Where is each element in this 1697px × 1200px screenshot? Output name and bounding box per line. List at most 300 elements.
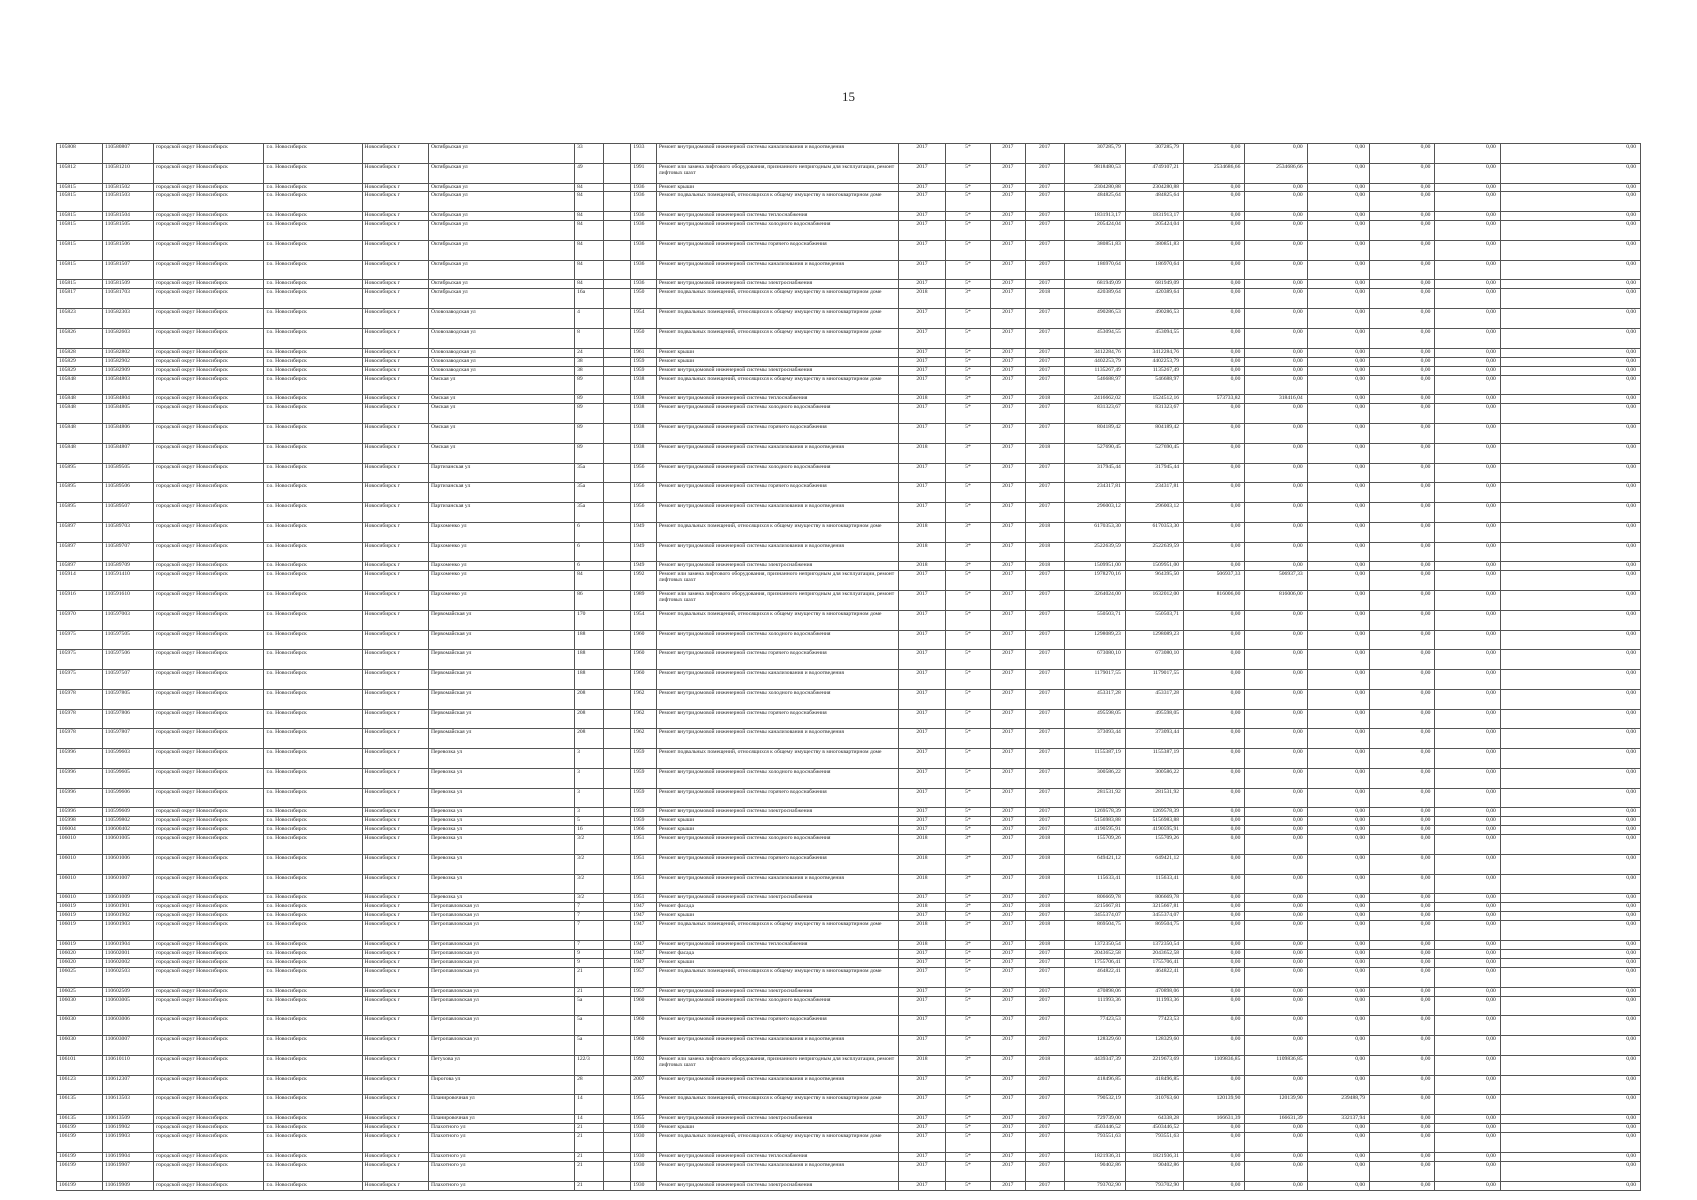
cell-cost-f: 0,00 <box>1435 912 1500 921</box>
table-row <box>57 894 1641 903</box>
cell-priority: 5* <box>946 212 991 221</box>
cell-work: Ремонт внутридомовой инженерной системы канализования и водоотведения <box>656 670 898 690</box>
cell-work: Ремонт или замена лифтового оборудования, признанного непригодным для эксплуатации, ремонт лифтовых шахт <box>656 163 898 183</box>
cell-letter <box>603 749 631 769</box>
cell-cost-b: 0,00 <box>1184 260 1245 280</box>
cell-cost-a: 1831913,17 <box>1125 212 1183 221</box>
cell-end-year: 2017 <box>1025 260 1064 280</box>
cell-cost-e: 0,00 <box>1370 1075 1435 1095</box>
table-row <box>57 996 1641 1016</box>
cell-plan-year: 2018 <box>899 874 946 894</box>
cell-year: 1936 <box>631 240 657 260</box>
cell-cost-a: 128329,60 <box>1125 1036 1183 1056</box>
cell-code: 110582902 <box>102 357 153 366</box>
cell-id: 105998 <box>57 817 103 826</box>
cell-priority: 3* <box>946 874 991 894</box>
cell-cost-a: 793702,90 <box>1125 1181 1183 1190</box>
cell-cost-d: 0,00 <box>1307 375 1369 395</box>
cell-cost-b: 0,00 <box>1184 443 1245 463</box>
cell-district: городской округ Новосибирск <box>154 921 264 941</box>
cell-cost-c: 0,00 <box>1245 967 1307 987</box>
table-row <box>57 912 1641 921</box>
cell-year: 1938 <box>631 404 657 424</box>
cell-cost-e: 0,00 <box>1370 503 1435 523</box>
cell-cost-f: 0,00 <box>1435 221 1500 241</box>
cell-id: 105848 <box>57 395 103 404</box>
cell-end-year: 2017 <box>1025 212 1064 221</box>
cell-year: 1936 <box>631 212 657 221</box>
cell-municipality: г.о. Новосибирск <box>264 610 362 630</box>
cell-city: Новосибирск г <box>362 1075 428 1095</box>
cell-cost-f: 0,00 <box>1435 689 1500 709</box>
cell-work: Ремонт внутридомовой инженерной системы горячего водоснабжения <box>656 854 898 874</box>
cell-work: Ремонт крыши <box>656 1124 898 1133</box>
cell-cost-b: 0,00 <box>1184 808 1245 817</box>
cell-code: 110581703 <box>102 289 153 309</box>
cell-code: 110581505 <box>102 221 153 241</box>
cell-start-year: 2017 <box>990 1095 1025 1115</box>
cell-plan-year: 2018 <box>899 562 946 571</box>
cell-cost-b: 0,00 <box>1184 328 1245 348</box>
cell-cost-d: 0,00 <box>1307 1152 1369 1161</box>
cell-municipality: г.о. Новосибирск <box>264 443 362 463</box>
cell-cost-g: 0,00 <box>1500 959 1640 968</box>
cell-plan-year: 2018 <box>899 903 946 912</box>
cell-city: Новосибирск г <box>362 941 428 950</box>
cell-year: 1992 <box>631 571 657 591</box>
cell-cost-c: 0,00 <box>1245 348 1307 357</box>
cell-municipality: г.о. Новосибирск <box>264 309 362 329</box>
cell-letter <box>603 1016 631 1036</box>
table-row <box>57 260 1641 280</box>
cell-cost-g: 0,00 <box>1500 424 1640 444</box>
cell-street: Петропавловская ул <box>428 967 574 987</box>
cell-district: городской округ Новосибирск <box>154 424 264 444</box>
cell-cost-total: 1509951,00 <box>1064 562 1125 571</box>
cell-code: 110584807 <box>102 443 153 463</box>
cell-plan-year: 2017 <box>899 144 946 164</box>
cell-cost-d: 0,00 <box>1307 562 1369 571</box>
cell-district: городской округ Новосибирск <box>154 670 264 690</box>
cell-cost-c: 0,00 <box>1245 280 1307 289</box>
cell-cost-d: 0,00 <box>1307 260 1369 280</box>
cell-letter <box>603 1133 631 1153</box>
cell-district: городской округ Новосибирск <box>154 959 264 968</box>
cell-house: 3 <box>575 808 604 817</box>
cell-cost-a: 4503446,52 <box>1125 1124 1183 1133</box>
cell-municipality: г.о. Новосибирск <box>264 874 362 894</box>
cell-street: Первомайская ул <box>428 729 574 749</box>
cell-cost-total: 155709,26 <box>1064 835 1125 855</box>
cell-street: Планировочная ул <box>428 1115 574 1124</box>
cell-priority: 5* <box>946 817 991 826</box>
cell-cost-f: 0,00 <box>1435 921 1500 941</box>
cell-cost-c: 0,00 <box>1245 729 1307 749</box>
cell-cost-b: 0,00 <box>1184 650 1245 670</box>
cell-cost-g: 0,00 <box>1500 950 1640 959</box>
cell-cost-g: 0,00 <box>1500 183 1640 192</box>
cell-work: Ремонт внутридомовой инженерной системы теплоснабжения <box>656 395 898 404</box>
cell-city: Новосибирск г <box>362 670 428 690</box>
cell-cost-g: 0,00 <box>1500 1181 1640 1190</box>
cell-cost-total: 3264024,00 <box>1064 591 1125 611</box>
cell-cost-f: 0,00 <box>1435 817 1500 826</box>
cell-city: Новосибирск г <box>362 163 428 183</box>
cell-house: 7 <box>575 921 604 941</box>
cell-priority: 5* <box>946 144 991 164</box>
cell-letter <box>603 240 631 260</box>
cell-priority: 5* <box>946 240 991 260</box>
cell-house: 86 <box>575 591 604 611</box>
cell-cost-d: 0,00 <box>1307 571 1369 591</box>
cell-district: городской округ Новосибирск <box>154 483 264 503</box>
cell-start-year: 2017 <box>990 817 1025 826</box>
cell-plan-year: 2017 <box>899 1152 946 1161</box>
table-row <box>57 144 1641 164</box>
cell-cost-d: 0,00 <box>1307 357 1369 366</box>
cell-cost-f: 0,00 <box>1435 894 1500 903</box>
cell-cost-f: 0,00 <box>1435 375 1500 395</box>
cell-city: Новосибирск г <box>362 1115 428 1124</box>
table-row <box>57 808 1641 817</box>
cell-year: 1930 <box>631 1133 657 1153</box>
cell-code: 110602002 <box>102 959 153 968</box>
cell-code: 110610110 <box>102 1055 153 1075</box>
cell-cost-total: 1269578,39 <box>1064 808 1125 817</box>
cell-cost-e: 0,00 <box>1370 610 1435 630</box>
cell-cost-d: 0,00 <box>1307 610 1369 630</box>
cell-cost-b: 0,00 <box>1184 894 1245 903</box>
cell-street: Первомайская ул <box>428 610 574 630</box>
cell-id: 105975 <box>57 630 103 650</box>
cell-house: 38 <box>575 357 604 366</box>
cell-street: Партизанская ул <box>428 463 574 483</box>
cell-id: 105815 <box>57 280 103 289</box>
cell-municipality: г.о. Новосибирск <box>264 483 362 503</box>
cell-cost-f: 0,00 <box>1435 709 1500 729</box>
cell-cost-c: 0,00 <box>1245 309 1307 329</box>
cell-district: городской округ Новосибирск <box>154 1095 264 1115</box>
cell-code: 110599605 <box>102 768 153 788</box>
cell-street: Оловозаводская ул <box>428 366 574 375</box>
cell-cost-total: 490286,53 <box>1064 309 1125 329</box>
cell-cost-b: 0,00 <box>1184 967 1245 987</box>
cell-city: Новосибирск г <box>362 212 428 221</box>
cell-priority: 5* <box>946 1161 991 1181</box>
cell-id: 106135 <box>57 1095 103 1115</box>
cell-priority: 5* <box>946 670 991 690</box>
cell-cost-c: 0,00 <box>1245 941 1307 950</box>
cell-work: Ремонт внутридомовой инженерной системы холодного водоснабжения <box>656 835 898 855</box>
cell-municipality: г.о. Новосибирск <box>264 562 362 571</box>
cell-cost-e: 0,00 <box>1370 709 1435 729</box>
cell-priority: 5* <box>946 1124 991 1133</box>
cell-cost-g: 0,00 <box>1500 1075 1640 1095</box>
cell-cost-e: 0,00 <box>1370 959 1435 968</box>
cell-year: 1951 <box>631 854 657 874</box>
cell-cost-f: 0,00 <box>1435 348 1500 357</box>
cell-priority: 3* <box>946 835 991 855</box>
cell-priority: 3* <box>946 921 991 941</box>
cell-district: городской округ Новосибирск <box>154 562 264 571</box>
cell-cost-e: 0,00 <box>1370 424 1435 444</box>
cell-cost-c: 0,00 <box>1245 1036 1307 1056</box>
cell-end-year: 2017 <box>1025 610 1064 630</box>
cell-cost-a: 453317,28 <box>1125 689 1183 709</box>
cell-letter <box>603 212 631 221</box>
cell-municipality: г.о. Новосибирск <box>264 987 362 996</box>
cell-cost-e: 0,00 <box>1370 1016 1435 1036</box>
cell-code: 110589707 <box>102 542 153 562</box>
cell-district: городской округ Новосибирск <box>154 144 264 164</box>
cell-district: городской округ Новосибирск <box>154 650 264 670</box>
cell-plan-year: 2017 <box>899 1133 946 1153</box>
cell-priority: 5* <box>946 503 991 523</box>
cell-id: 106025 <box>57 987 103 996</box>
cell-start-year: 2017 <box>990 192 1025 212</box>
cell-house: 6 <box>575 522 604 542</box>
cell-cost-f: 0,00 <box>1435 854 1500 874</box>
cell-start-year: 2017 <box>990 874 1025 894</box>
cell-letter <box>603 1095 631 1115</box>
cell-end-year: 2017 <box>1025 1016 1064 1036</box>
cell-cost-a: 6170353,30 <box>1125 522 1183 542</box>
cell-letter <box>603 610 631 630</box>
cell-letter <box>603 542 631 562</box>
cell-cost-c: 0,00 <box>1245 788 1307 808</box>
table-row <box>57 768 1641 788</box>
cell-cost-d: 0,00 <box>1307 826 1369 835</box>
cell-municipality: г.о. Новосибирск <box>264 670 362 690</box>
cell-cost-f: 0,00 <box>1435 443 1500 463</box>
cell-municipality: г.о. Новосибирск <box>264 404 362 424</box>
cell-cost-a: 186970,64 <box>1125 260 1183 280</box>
cell-cost-f: 0,00 <box>1435 562 1500 571</box>
cell-cost-b: 0,00 <box>1184 689 1245 709</box>
cell-cost-f: 0,00 <box>1435 183 1500 192</box>
cell-id: 106019 <box>57 912 103 921</box>
cell-cost-c: 0,00 <box>1245 463 1307 483</box>
cell-cost-f: 0,00 <box>1435 1161 1500 1181</box>
cell-start-year: 2017 <box>990 749 1025 769</box>
cell-city: Новосибирск г <box>362 309 428 329</box>
cell-cost-f: 0,00 <box>1435 280 1500 289</box>
cell-priority: 3* <box>946 854 991 874</box>
cell-municipality: г.о. Новосибирск <box>264 950 362 959</box>
cell-code: 110581504 <box>102 212 153 221</box>
cell-end-year: 2017 <box>1025 650 1064 670</box>
cell-municipality: г.о. Новосибирск <box>264 768 362 788</box>
cell-id: 105996 <box>57 808 103 817</box>
cell-house: 7 <box>575 941 604 950</box>
cell-year: 1947 <box>631 950 657 959</box>
cell-cost-e: 0,00 <box>1370 650 1435 670</box>
cell-end-year: 2018 <box>1025 542 1064 562</box>
cell-plan-year: 2017 <box>899 1016 946 1036</box>
cell-cost-b: 2534686,66 <box>1184 163 1245 183</box>
cell-cost-a: 418496,85 <box>1125 1075 1183 1095</box>
cell-city: Новосибирск г <box>362 1036 428 1056</box>
cell-work: Ремонт внутридомовой инженерной системы горячего водоснабжения <box>656 788 898 808</box>
cell-cost-e: 0,00 <box>1370 375 1435 395</box>
cell-priority: 5* <box>946 959 991 968</box>
cell-cost-g: 0,00 <box>1500 1036 1640 1056</box>
cell-code: 110613509 <box>102 1115 153 1124</box>
cell-cost-g: 0,00 <box>1500 357 1640 366</box>
cell-cost-d: 239488,79 <box>1307 1095 1369 1115</box>
cell-code: 110603006 <box>102 1016 153 1036</box>
cell-city: Новосибирск г <box>362 542 428 562</box>
cell-city: Новосибирск г <box>362 483 428 503</box>
cell-code: 110601902 <box>102 912 153 921</box>
cell-district: городской округ Новосибирск <box>154 163 264 183</box>
cell-cost-g: 0,00 <box>1500 903 1640 912</box>
cell-cost-f: 0,00 <box>1435 404 1500 424</box>
cell-work: Ремонт внутридомовой инженерной системы холодного водоснабжения <box>656 996 898 1016</box>
cell-municipality: г.о. Новосибирск <box>264 280 362 289</box>
cell-id: 105897 <box>57 562 103 571</box>
cell-cost-total: 317945,44 <box>1064 463 1125 483</box>
cell-priority: 5* <box>946 1016 991 1036</box>
cell-year: 1930 <box>631 1124 657 1133</box>
cell-cost-d: 0,00 <box>1307 212 1369 221</box>
table-row <box>57 1133 1641 1153</box>
cell-work: Ремонт фасада <box>656 950 898 959</box>
cell-cost-g: 0,00 <box>1500 967 1640 987</box>
table-row <box>57 959 1641 968</box>
cell-street: Петропавловская ул <box>428 996 574 1016</box>
cell-cost-f: 0,00 <box>1435 959 1500 968</box>
cell-code: 110601904 <box>102 941 153 950</box>
cell-municipality: г.о. Новосибирск <box>264 1055 362 1075</box>
cell-start-year: 2017 <box>990 650 1025 670</box>
cell-year: 1956 <box>631 503 657 523</box>
cell-plan-year: 2017 <box>899 357 946 366</box>
cell-priority: 5* <box>946 1095 991 1115</box>
cell-street: Октябрьская ул <box>428 144 574 164</box>
table-row <box>57 443 1641 463</box>
cell-cost-f: 0,00 <box>1435 941 1500 950</box>
cell-cost-c: 0,00 <box>1245 192 1307 212</box>
capital-repair-table <box>56 143 1641 1191</box>
cell-plan-year: 2017 <box>899 221 946 241</box>
cell-letter <box>603 1115 631 1124</box>
cell-id: 105815 <box>57 260 103 280</box>
table-row <box>57 289 1641 309</box>
cell-letter <box>603 443 631 463</box>
cell-code: 110602001 <box>102 950 153 959</box>
cell-start-year: 2017 <box>990 689 1025 709</box>
cell-cost-a: 869504,75 <box>1125 921 1183 941</box>
cell-house: 21 <box>575 1181 604 1190</box>
table-row <box>57 404 1641 424</box>
cell-district: городской округ Новосибирск <box>154 357 264 366</box>
cell-cost-d: 0,00 <box>1307 183 1369 192</box>
cell-cost-e: 0,00 <box>1370 357 1435 366</box>
cell-street: Партизанская ул <box>428 503 574 523</box>
table-row <box>57 749 1641 769</box>
cell-cost-a: 373093,44 <box>1125 729 1183 749</box>
cell-street: Первомайская ул <box>428 670 574 690</box>
cell-plan-year: 2017 <box>899 571 946 591</box>
cell-code: 110597806 <box>102 709 153 729</box>
cell-start-year: 2017 <box>990 183 1025 192</box>
cell-cost-c: 0,00 <box>1245 996 1307 1016</box>
cell-cost-f: 0,00 <box>1435 826 1500 835</box>
cell-cost-g: 0,00 <box>1500 768 1640 788</box>
cell-start-year: 2017 <box>990 328 1025 348</box>
cell-cost-c: 318416,04 <box>1245 395 1307 404</box>
cell-city: Новосибирск г <box>362 788 428 808</box>
cell-street: Партизанская ул <box>428 483 574 503</box>
cell-start-year: 2017 <box>990 522 1025 542</box>
cell-cost-f: 0,00 <box>1435 835 1500 855</box>
cell-street: Омская ул <box>428 375 574 395</box>
cell-letter <box>603 404 631 424</box>
cell-cost-d: 0,00 <box>1307 996 1369 1016</box>
cell-year: 1960 <box>631 650 657 670</box>
cell-start-year: 2017 <box>990 260 1025 280</box>
cell-work: Ремонт внутридомовой инженерной системы горячего водоснабжения <box>656 650 898 670</box>
cell-start-year: 2017 <box>990 375 1025 395</box>
cell-city: Новосибирск г <box>362 522 428 542</box>
cell-cost-e: 0,00 <box>1370 144 1435 164</box>
cell-house: 21 <box>575 1133 604 1153</box>
cell-cost-total: 300586,22 <box>1064 768 1125 788</box>
cell-end-year: 2017 <box>1025 689 1064 709</box>
cell-house: 4 <box>575 309 604 329</box>
cell-cost-a: 470898,06 <box>1125 987 1183 996</box>
cell-cost-total: 1978270,16 <box>1064 571 1125 591</box>
cell-year: 1949 <box>631 542 657 562</box>
cell-end-year: 2018 <box>1025 874 1064 894</box>
cell-plan-year: 2018 <box>899 1055 946 1075</box>
cell-municipality: г.о. Новосибирск <box>264 1124 362 1133</box>
cell-start-year: 2017 <box>990 894 1025 903</box>
cell-code: 110599603 <box>102 749 153 769</box>
cell-cost-g: 0,00 <box>1500 788 1640 808</box>
cell-end-year: 2017 <box>1025 1133 1064 1153</box>
cell-cost-c: 0,00 <box>1245 1124 1307 1133</box>
cell-start-year: 2017 <box>990 289 1025 309</box>
cell-cost-f: 0,00 <box>1435 309 1500 329</box>
table-row <box>57 950 1641 959</box>
cell-cost-a: 4749107,21 <box>1125 163 1183 183</box>
cell-work: Ремонт внутридомовой инженерной системы горячего водоснабжения <box>656 709 898 729</box>
cell-cost-total: 3412284,76 <box>1064 348 1125 357</box>
cell-end-year: 2017 <box>1025 280 1064 289</box>
cell-house: 208 <box>575 729 604 749</box>
cell-id: 106020 <box>57 950 103 959</box>
cell-cost-e: 0,00 <box>1370 260 1435 280</box>
cell-street: Октябрьская ул <box>428 221 574 241</box>
cell-cost-d: 0,00 <box>1307 366 1369 375</box>
cell-priority: 5* <box>946 1181 991 1190</box>
cell-cost-b: 0,00 <box>1184 788 1245 808</box>
cell-work: Ремонт внутридомовой инженерной системы холодного водоснабжения <box>656 404 898 424</box>
cell-cost-e: 0,00 <box>1370 1124 1435 1133</box>
cell-cost-g: 0,00 <box>1500 1016 1640 1036</box>
cell-cost-f: 0,00 <box>1435 144 1500 164</box>
cell-municipality: г.о. Новосибирск <box>264 835 362 855</box>
cell-city: Новосибирск г <box>362 630 428 650</box>
cell-cost-b: 0,00 <box>1184 424 1245 444</box>
cell-cost-c: 0,00 <box>1245 1016 1307 1036</box>
cell-id: 105897 <box>57 522 103 542</box>
cell-work: Ремонт внутридомовой инженерной системы горячего водоснабжения <box>656 483 898 503</box>
cell-city: Новосибирск г <box>362 1133 428 1153</box>
cell-house: 21 <box>575 1152 604 1161</box>
